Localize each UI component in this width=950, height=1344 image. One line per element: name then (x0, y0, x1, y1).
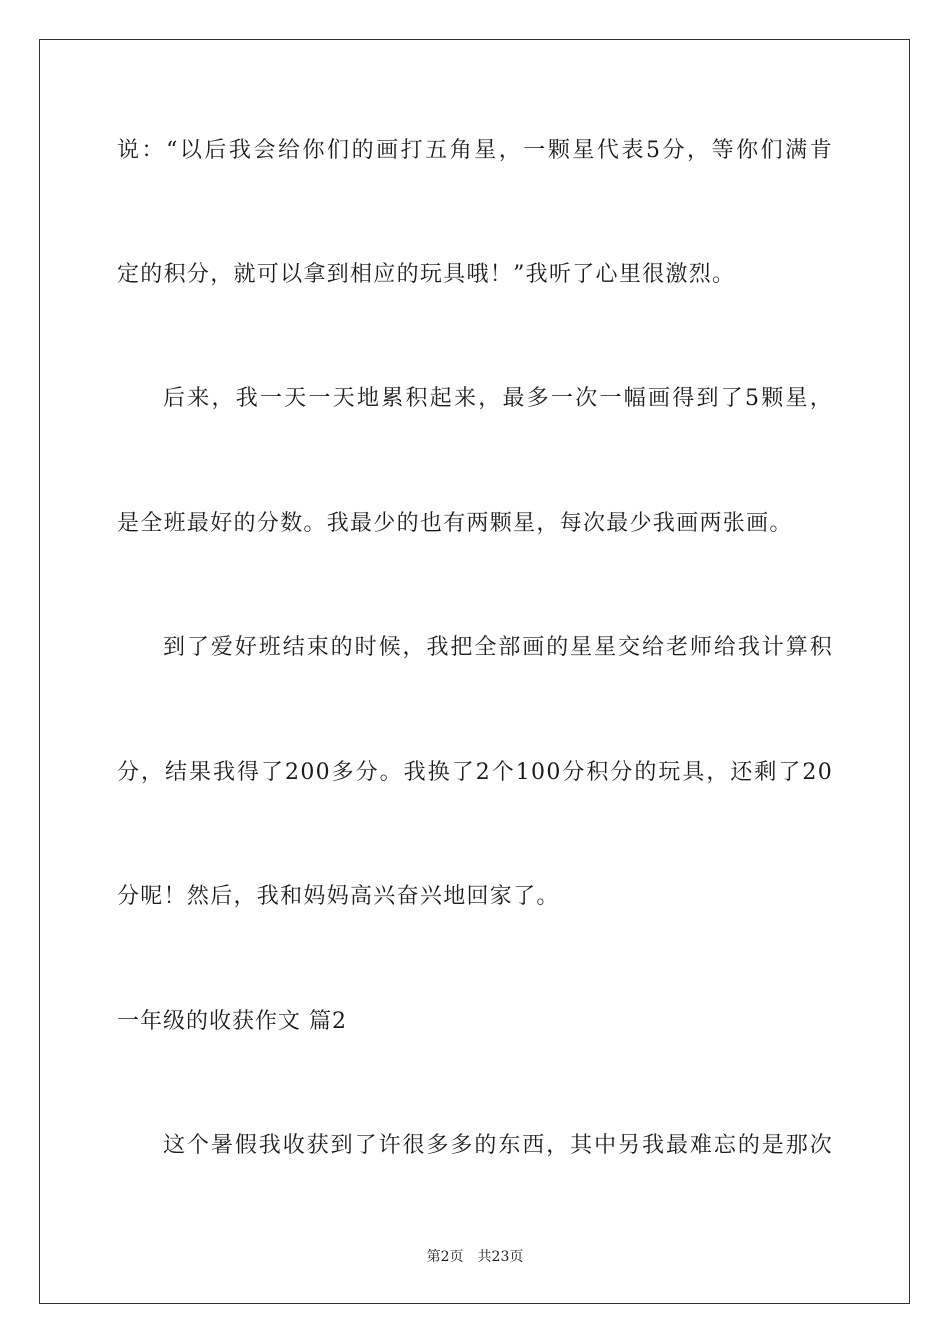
paragraph-2-line-1: 后来，我一天一天地累积起来，最多一次一幅画得到了5颗星， (163, 386, 833, 411)
paragraph-2-line-2: 是全班最好的分数。我最少的也有两颗星，每次最少我画两张画。 (117, 511, 793, 536)
section-heading: 一年级的收获作文 篇2 (117, 1009, 347, 1034)
paragraph-3-line-1: 到了爱好班结束的时候，我把全部画的星星交给老师给我计算积 (163, 635, 833, 660)
page-footer (0, 1248, 950, 1266)
paragraph-3-line-3: 分呢！然后，我和妈妈高兴奋兴地回家了。 (117, 884, 560, 909)
page-total: 共23页 (477, 1249, 524, 1265)
page-border (39, 39, 910, 1304)
page-number: 第2页 (426, 1249, 464, 1265)
paragraph-1-line-2: 定的积分，就可以拿到相应的玩具哦！”我听了心里很激烈。 (117, 262, 736, 287)
paragraph-4-line-1: 这个暑假我收获到了许很多多的东西，其中另我最难忘的是那次 (163, 1133, 833, 1158)
paragraph-1-line-1: 说：“以后我会给你们的画打五角星，一颗星代表5分，等你们满肯 (117, 138, 833, 163)
paragraph-3-line-2: 分，结果我得了200多分。我换了2个100分积分的玩具，还剩了20 (117, 760, 834, 785)
